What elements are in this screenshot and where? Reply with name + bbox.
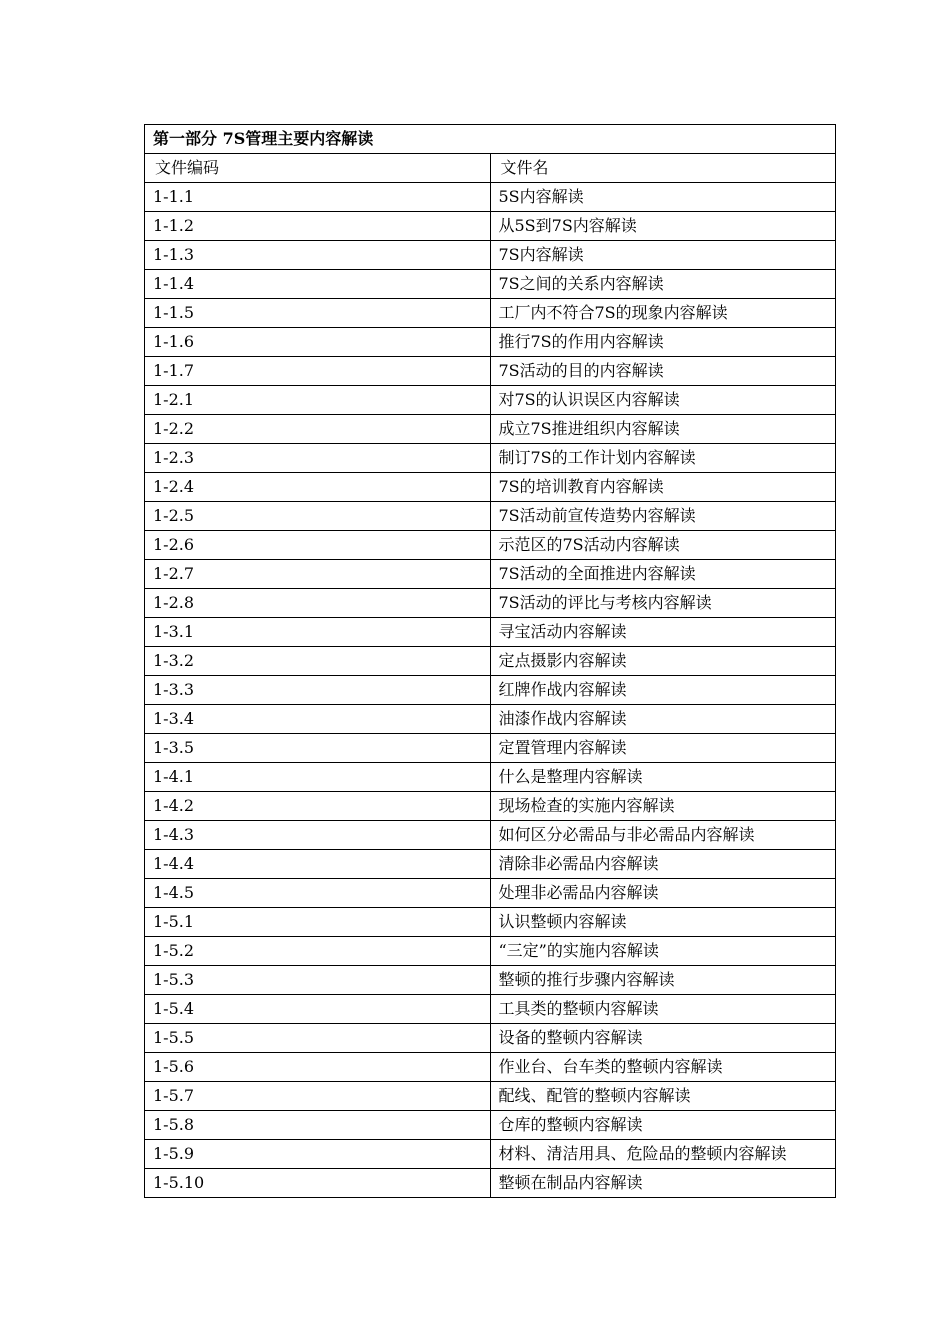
file-code-cell: 1-4.1	[145, 763, 491, 792]
table-row	[145, 270, 836, 299]
file-code-cell: 1-4.2	[145, 792, 491, 821]
file-code-cell: 1-3.3	[145, 676, 491, 705]
file-name-cell: 整顿的推行步骤内容解读	[490, 966, 836, 995]
file-name-cell: 制订7S的工作计划内容解读	[490, 444, 836, 473]
file-name-cell: 工厂内不符合7S的现象内容解读	[490, 299, 836, 328]
file-code-cell: 1-2.6	[145, 531, 491, 560]
file-name-cell: 设备的整顿内容解读	[490, 1024, 836, 1053]
file-name-cell: 7S活动的全面推进内容解读	[490, 560, 836, 589]
file-name-cell: 从5S到7S内容解读	[490, 212, 836, 241]
file-code-cell: 1-2.1	[145, 386, 491, 415]
file-name-cell: 7S活动的目的内容解读	[490, 357, 836, 386]
file-name-cell: 如何区分必需品与非必需品内容解读	[490, 821, 836, 850]
file-code-cell: 1-5.4	[145, 995, 491, 1024]
section-title-row	[145, 125, 836, 154]
table-row	[145, 560, 836, 589]
file-code-cell: 1-2.3	[145, 444, 491, 473]
table-row	[145, 473, 836, 502]
file-name-cell: 材料、清洁用具、危险品的整顿内容解读	[490, 1140, 836, 1169]
file-name-cell: 5S内容解读	[490, 183, 836, 212]
table-row	[145, 502, 836, 531]
file-name-cell: 红牌作战内容解读	[490, 676, 836, 705]
table-row	[145, 705, 836, 734]
file-code-cell: 1-2.5	[145, 502, 491, 531]
file-name-cell: 认识整顿内容解读	[490, 908, 836, 937]
table-row	[145, 415, 836, 444]
file-code-cell: 1-3.1	[145, 618, 491, 647]
table-row	[145, 734, 836, 763]
file-code-cell: 1-1.6	[145, 328, 491, 357]
file-code-cell: 1-2.2	[145, 415, 491, 444]
file-name-cell: 作业台、台车类的整顿内容解读	[490, 1053, 836, 1082]
file-name-cell: 配线、配管的整顿内容解读	[490, 1082, 836, 1111]
file-name-cell: 7S的培训教育内容解读	[490, 473, 836, 502]
table-row	[145, 647, 836, 676]
table-row	[145, 357, 836, 386]
table-row	[145, 299, 836, 328]
file-code-cell: 1-5.1	[145, 908, 491, 937]
file-code-cell: 1-5.8	[145, 1111, 491, 1140]
file-code-cell: 1-1.3	[145, 241, 491, 270]
file-name-cell: 成立7S推进组织内容解读	[490, 415, 836, 444]
table-row	[145, 1053, 836, 1082]
table-row	[145, 879, 836, 908]
header-name: 文件名	[490, 154, 836, 183]
table-row	[145, 1082, 836, 1111]
table-row	[145, 1024, 836, 1053]
table-row	[145, 821, 836, 850]
file-code-cell: 1-1.1	[145, 183, 491, 212]
file-name-cell: 工具类的整顿内容解读	[490, 995, 836, 1024]
table-body	[145, 125, 836, 1198]
file-name-cell: 清除非必需品内容解读	[490, 850, 836, 879]
table-row	[145, 966, 836, 995]
section-title: 第一部分 7S管理主要内容解读	[145, 125, 836, 154]
file-name-cell: 7S内容解读	[490, 241, 836, 270]
table-row	[145, 183, 836, 212]
file-name-cell: 7S活动前宣传造势内容解读	[490, 502, 836, 531]
file-code-cell: 1-3.5	[145, 734, 491, 763]
table-row	[145, 328, 836, 357]
table-row	[145, 850, 836, 879]
file-code-cell: 1-3.4	[145, 705, 491, 734]
file-code-cell: 1-2.8	[145, 589, 491, 618]
file-code-cell: 1-5.10	[145, 1169, 491, 1198]
table-row	[145, 241, 836, 270]
table-row	[145, 212, 836, 241]
file-code-cell: 1-5.2	[145, 937, 491, 966]
table-row	[145, 1169, 836, 1198]
table-row	[145, 1140, 836, 1169]
file-name-cell: 示范区的7S活动内容解读	[490, 531, 836, 560]
table-row	[145, 995, 836, 1024]
table-row	[145, 531, 836, 560]
table-row	[145, 1111, 836, 1140]
file-code-cell: 1-1.4	[145, 270, 491, 299]
file-code-cell: 1-5.7	[145, 1082, 491, 1111]
file-name-cell: 处理非必需品内容解读	[490, 879, 836, 908]
table-row	[145, 792, 836, 821]
table-row	[145, 937, 836, 966]
header-row	[145, 154, 836, 183]
file-name-cell: 7S之间的关系内容解读	[490, 270, 836, 299]
file-code-cell: 1-5.9	[145, 1140, 491, 1169]
table-row	[145, 618, 836, 647]
file-code-cell: 1-3.2	[145, 647, 491, 676]
file-name-cell: 定点摄影内容解读	[490, 647, 836, 676]
table-row	[145, 386, 836, 415]
document-index-table	[144, 124, 836, 1198]
file-code-cell: 1-5.6	[145, 1053, 491, 1082]
file-name-cell: 7S活动的评比与考核内容解读	[490, 589, 836, 618]
file-name-cell: 整顿在制品内容解读	[490, 1169, 836, 1198]
file-code-cell: 1-5.3	[145, 966, 491, 995]
file-name-cell: 定置管理内容解读	[490, 734, 836, 763]
file-name-cell: 对7S的认识误区内容解读	[490, 386, 836, 415]
table-row	[145, 589, 836, 618]
table-row	[145, 908, 836, 937]
file-code-cell: 1-2.4	[145, 473, 491, 502]
file-code-cell: 1-1.5	[145, 299, 491, 328]
table-row	[145, 763, 836, 792]
file-name-cell: 现场检查的实施内容解读	[490, 792, 836, 821]
file-code-cell: 1-5.5	[145, 1024, 491, 1053]
table-row	[145, 676, 836, 705]
file-name-cell: 油漆作战内容解读	[490, 705, 836, 734]
file-code-cell: 1-4.3	[145, 821, 491, 850]
table-row	[145, 444, 836, 473]
file-code-cell: 1-4.4	[145, 850, 491, 879]
file-code-cell: 1-1.2	[145, 212, 491, 241]
file-name-cell: 推行7S的作用内容解读	[490, 328, 836, 357]
file-name-cell: 寻宝活动内容解读	[490, 618, 836, 647]
file-code-cell: 1-2.7	[145, 560, 491, 589]
file-code-cell: 1-1.7	[145, 357, 491, 386]
file-name-cell: “三定”的实施内容解读	[490, 937, 836, 966]
file-name-cell: 什么是整理内容解读	[490, 763, 836, 792]
file-name-cell: 仓库的整顿内容解读	[490, 1111, 836, 1140]
file-code-cell: 1-4.5	[145, 879, 491, 908]
header-code: 文件编码	[145, 154, 491, 183]
